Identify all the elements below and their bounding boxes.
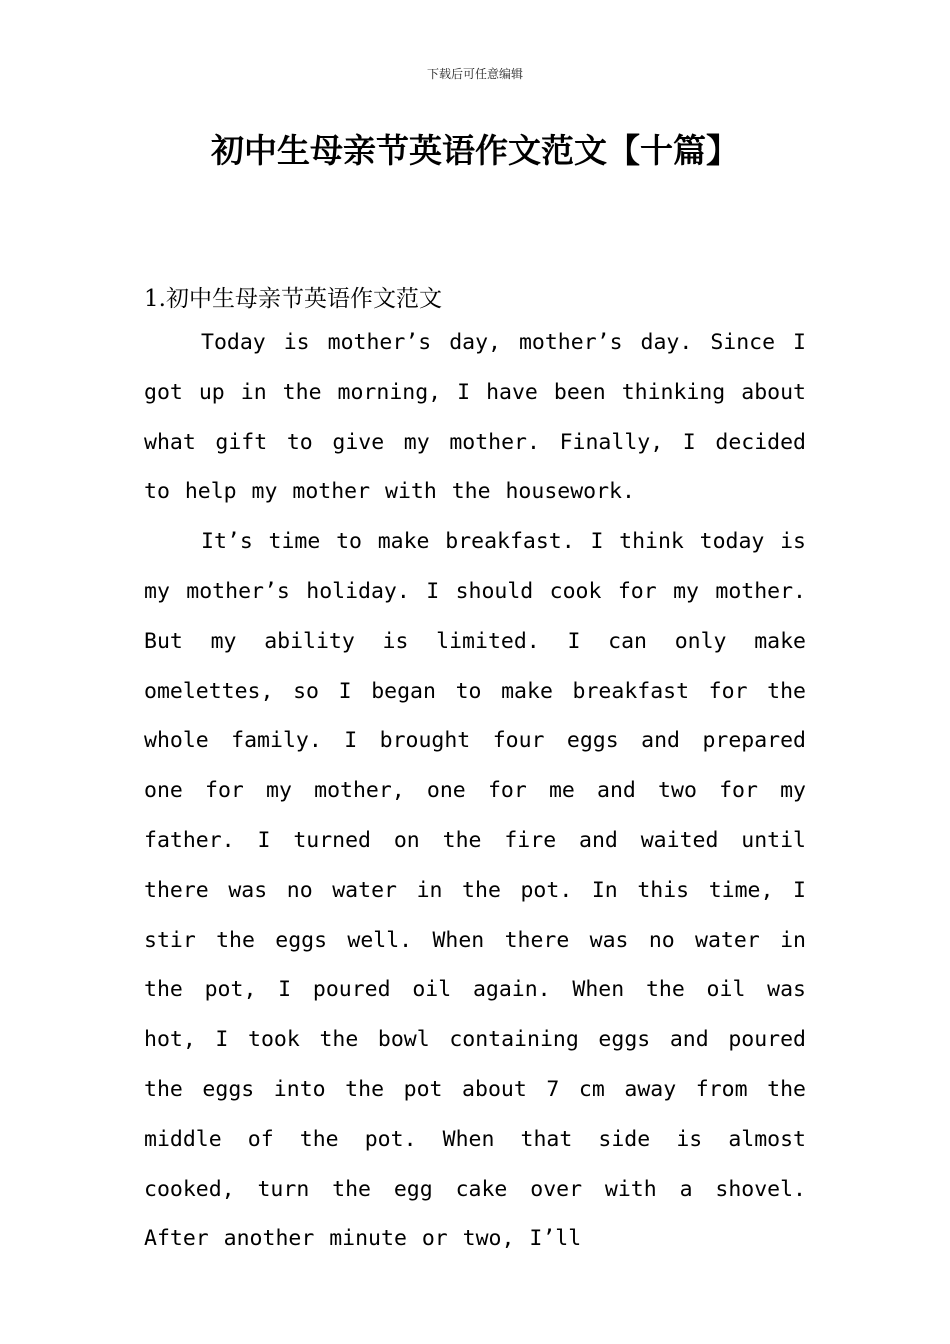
body-paragraph: It’s time to make breakfast. I think today is my mother’s holiday. I should cook for my mother. But my ability is limited. I can only make omelettes, so I began to make breakfast for the whole family. I brought four eggs and prepared one for my mother, one for me and two for my father. I turned on the fire and waited until there was no water in the pot. In this time, I stir the eggs well. When there was no water in the pot, I poured oil again. When the oil was hot, I took the bowl containing eggs and poured the eggs into the pot about 7 cm away from the middle of the pot. When that side is almost cooked, turn the egg cake over with a shovel. After another minute or two, I’ll <box>144 529 806 1252</box>
body-paragraph: Today is mother’s day, mother’s day. Since I got up in the morning, I have been thinking about what gift to give my mother. Finally, I decided to help my mother with the housework. <box>144 330 806 505</box>
document-title: 初中生母亲节英语作文范文【十篇】 <box>211 131 739 170</box>
header-note: 下载后可任意编辑 <box>426 67 523 81</box>
section-heading: 1.初中生母亲节英语作文范文 <box>144 286 442 312</box>
document-body <box>144 282 806 1264</box>
